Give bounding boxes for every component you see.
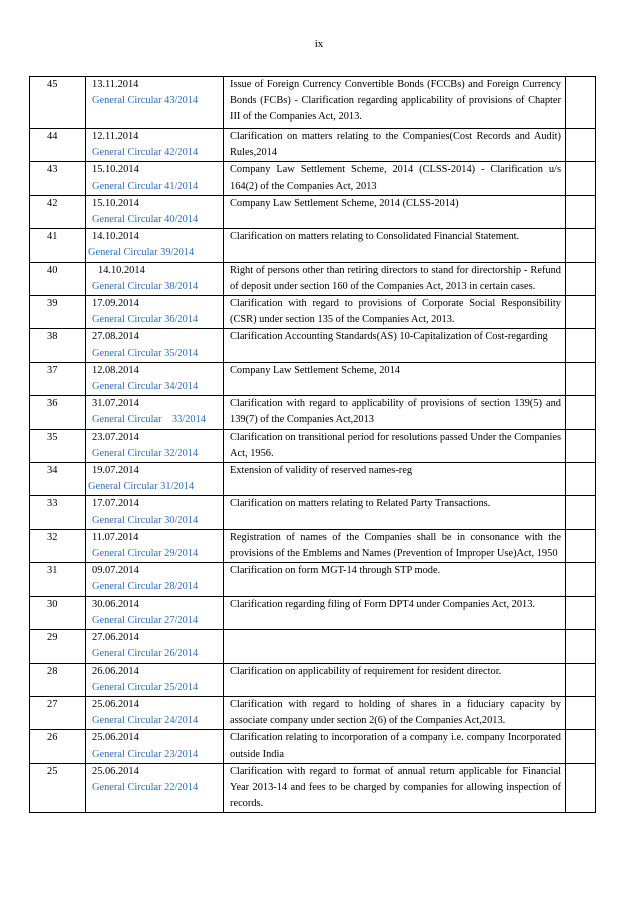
circular-serial-number: 34 — [30, 463, 86, 496]
circular-link[interactable]: General Circular 34/2014 — [92, 381, 199, 393]
table-row — [30, 663, 596, 696]
circular-subject — [224, 630, 566, 663]
circular-date-cell — [86, 329, 224, 362]
circular-link[interactable]: General Circular 42/2014 — [92, 147, 199, 159]
circular-subject: Clarification with regard to holding of shares in a fiduciary capacity by associate company under section 2(6) of the Companies Act,2013. — [224, 696, 566, 729]
blank-column-cell — [566, 296, 596, 329]
circular-subject: Clarification regarding filing of Form DPT4 under Companies Act, 2013. — [224, 596, 566, 629]
blank-column-cell — [566, 396, 596, 429]
circular-subject: Clarification on matters relating to Consolidated Financial Statement. — [224, 229, 566, 262]
circular-date: 25.06.2014 — [92, 765, 139, 777]
circular-link[interactable]: General Circular 32/2014 — [92, 447, 199, 459]
circular-date-cell — [86, 129, 224, 162]
circular-date: 17.07.2014 — [92, 498, 139, 510]
circular-serial-number: 42 — [30, 195, 86, 228]
circular-link[interactable]: General Circular 40/2014 — [92, 214, 199, 226]
table-row — [30, 362, 596, 395]
table-row — [30, 463, 596, 496]
circular-date-cell — [86, 463, 224, 496]
circular-date-cell — [86, 429, 224, 462]
blank-column-cell — [566, 362, 596, 395]
blank-column-cell — [566, 429, 596, 462]
circular-subject: Clarification relating to incorporation of a company i.e. company Incorporated outside India — [224, 730, 566, 763]
circular-link[interactable]: General Circular 31/2014 — [88, 481, 195, 493]
circular-date-cell — [86, 296, 224, 329]
circular-date-cell — [86, 396, 224, 429]
circular-date: 25.06.2014 — [92, 698, 139, 710]
circular-subject: Clarification on matters relating to Related Party Transactions. — [224, 496, 566, 529]
blank-column-cell — [566, 630, 596, 663]
circular-link[interactable]: General Circular 29/2014 — [92, 548, 199, 560]
circular-date: 26.06.2014 — [92, 665, 139, 677]
circular-date-cell — [86, 630, 224, 663]
circular-serial-number: 36 — [30, 396, 86, 429]
circular-link[interactable]: General Circular 28/2014 — [92, 581, 199, 593]
circular-serial-number: 38 — [30, 329, 86, 362]
circular-link[interactable]: General Circular 25/2014 — [92, 681, 199, 693]
blank-column-cell — [566, 77, 596, 129]
circular-link[interactable]: General Circular 23/2014 — [92, 748, 199, 760]
blank-column-cell — [566, 663, 596, 696]
circular-serial-number: 31 — [30, 563, 86, 596]
table-row — [30, 763, 596, 813]
table-row — [30, 195, 596, 228]
table-row — [30, 529, 596, 562]
circular-link[interactable]: General Circular 35/2014 — [92, 347, 199, 359]
table-row — [30, 129, 596, 162]
table-row — [30, 696, 596, 729]
circular-serial-number: 45 — [30, 77, 86, 129]
circular-link[interactable]: General Circular 27/2014 — [92, 614, 199, 626]
blank-column-cell — [566, 730, 596, 763]
circular-serial-number: 30 — [30, 596, 86, 629]
circular-subject: Clarification with regard to format of annual return applicable for Financial Year 2013-14 and fees to be charged by companies for allowing inspection of records. — [224, 763, 566, 813]
table-row — [30, 496, 596, 529]
circular-date: 15.10.2014 — [92, 164, 139, 176]
blank-column-cell — [566, 763, 596, 813]
circular-link[interactable]: General Circular 36/2014 — [92, 314, 199, 326]
table-row — [30, 329, 596, 362]
circular-date-cell — [86, 696, 224, 729]
circular-serial-number: 44 — [30, 129, 86, 162]
circular-subject: Issue of Foreign Currency Convertible Bonds (FCCBs) and Foreign Currency Bonds (FCBs) - Clarification regarding applicability of provisions of Chapter III of the Companies Act, 2013. — [224, 77, 566, 129]
circular-serial-number: 33 — [30, 496, 86, 529]
circular-subject: Clarification Accounting Standards(AS) 10-Capitalization of Cost-regarding — [224, 329, 566, 362]
circular-link[interactable]: General Circular 24/2014 — [92, 715, 199, 727]
table-row — [30, 730, 596, 763]
circular-date-cell — [86, 529, 224, 562]
blank-column-cell — [566, 262, 596, 295]
circular-date: 17.09.2014 — [92, 298, 139, 310]
blank-column-cell — [566, 129, 596, 162]
circular-date-cell — [86, 229, 224, 262]
circular-subject: Company Law Settlement Scheme, 2014 — [224, 362, 566, 395]
circular-serial-number: 27 — [30, 696, 86, 729]
blank-column-cell — [566, 563, 596, 596]
circular-serial-number: 37 — [30, 362, 86, 395]
circular-date: 31.07.2014 — [92, 398, 139, 410]
circular-subject: Right of persons other than retiring directors to stand for directorship - Refund of deposit under section 160 of the Companies Act, 2013 in certain cases. — [224, 262, 566, 295]
circular-link[interactable]: General Circular 26/2014 — [92, 648, 199, 660]
table-row — [30, 563, 596, 596]
table-row — [30, 429, 596, 462]
circular-subject: Clarification with regard to applicability of provisions of section 139(5) and 139(7) of the Companies Act,2013 — [224, 396, 566, 429]
table-row — [30, 229, 596, 262]
circular-subject: Clarification on transitional period for resolutions passed Under the Companies Act, 1956. — [224, 429, 566, 462]
circular-link[interactable]: General Circular 39/2014 — [88, 247, 195, 259]
circular-serial-number: 40 — [30, 262, 86, 295]
circular-date: 23.07.2014 — [92, 431, 139, 443]
circular-subject: Company Law Settlement Scheme, 2014 (CLSS-2014) - Clarification u/s 164(2) of the Companies Act, 2013 — [224, 162, 566, 195]
circular-link[interactable]: General Circular 41/2014 — [92, 180, 199, 192]
circular-date: 19.07.2014 — [92, 465, 139, 477]
circular-date-cell — [86, 596, 224, 629]
circular-link[interactable]: General Circular 33/2014 — [92, 414, 206, 426]
table-row — [30, 596, 596, 629]
circular-date: 12.08.2014 — [92, 364, 139, 376]
table-row — [30, 396, 596, 429]
circular-serial-number: 29 — [30, 630, 86, 663]
circular-link[interactable]: General Circular 43/2014 — [92, 95, 199, 107]
circular-date: 14.10.2014 — [98, 264, 145, 276]
circular-serial-number: 41 — [30, 229, 86, 262]
blank-column-cell — [566, 329, 596, 362]
blank-column-cell — [566, 596, 596, 629]
circular-date-cell — [86, 262, 224, 295]
circular-date: 30.06.2014 — [92, 598, 139, 610]
circular-serial-number: 25 — [30, 763, 86, 813]
circular-date: 09.07.2014 — [92, 565, 139, 577]
circular-subject: Company Law Settlement Scheme, 2014 (CLSS-2014) — [224, 195, 566, 228]
circular-serial-number: 39 — [30, 296, 86, 329]
circular-subject: Clarification on applicability of requirement for resident director. — [224, 663, 566, 696]
circular-subject: Extension of validity of reserved names-reg — [224, 463, 566, 496]
blank-column-cell — [566, 529, 596, 562]
table-row — [30, 162, 596, 195]
circular-date-cell — [86, 763, 224, 813]
circular-link[interactable]: General Circular 22/2014 — [92, 781, 199, 793]
circular-link[interactable]: General Circular 30/2014 — [92, 514, 199, 526]
circular-date: 12.11.2014 — [92, 131, 139, 142]
circular-subject: Clarification on matters relating to the Companies(Cost Records and Audit) Rules,2014 — [224, 129, 566, 162]
blank-column-cell — [566, 696, 596, 729]
table-row — [30, 296, 596, 329]
table-row — [30, 630, 596, 663]
circular-serial-number: 35 — [30, 429, 86, 462]
circulars-table — [29, 76, 596, 813]
circular-serial-number: 26 — [30, 730, 86, 763]
circular-subject: Registration of names of the Companies shall be in consonance with the provisions of the Emblems and Names (Prevention of Improper Use)Act, 1950 — [224, 529, 566, 562]
circular-date-cell — [86, 162, 224, 195]
circular-date-cell — [86, 77, 224, 129]
circular-date: 27.06.2014 — [92, 632, 139, 644]
circular-serial-number: 32 — [30, 529, 86, 562]
circular-date-cell — [86, 362, 224, 395]
circular-serial-number: 43 — [30, 162, 86, 195]
blank-column-cell — [566, 195, 596, 228]
circular-date: 11.07.2014 — [92, 531, 139, 543]
page-number: ix — [314, 38, 324, 50]
circular-date: 15.10.2014 — [92, 197, 139, 209]
circular-date-cell — [86, 195, 224, 228]
circular-date-cell — [86, 496, 224, 529]
circulars-table-body — [30, 77, 596, 813]
circular-subject: Clarification with regard to provisions of Corporate Social Responsibility (CSR) under section 135 of the Companies Act, 2013. — [224, 296, 566, 329]
circular-date-cell — [86, 663, 224, 696]
circular-date-cell — [86, 730, 224, 763]
circular-link[interactable]: General Circular 38/2014 — [92, 280, 199, 292]
blank-column-cell — [566, 463, 596, 496]
table-row — [30, 77, 596, 129]
circular-date: 25.06.2014 — [92, 732, 139, 744]
circular-serial-number: 28 — [30, 663, 86, 696]
blank-column-cell — [566, 162, 596, 195]
circular-date: 27.08.2014 — [92, 331, 139, 343]
table-row — [30, 262, 596, 295]
blank-column-cell — [566, 229, 596, 262]
circular-date-cell — [86, 563, 224, 596]
blank-column-cell — [566, 496, 596, 529]
circular-subject: Clarification on form MGT-14 through STP mode. — [224, 563, 566, 596]
circular-date: 14.10.2014 — [92, 231, 139, 243]
circular-date: 13.11.2014 — [92, 79, 139, 90]
